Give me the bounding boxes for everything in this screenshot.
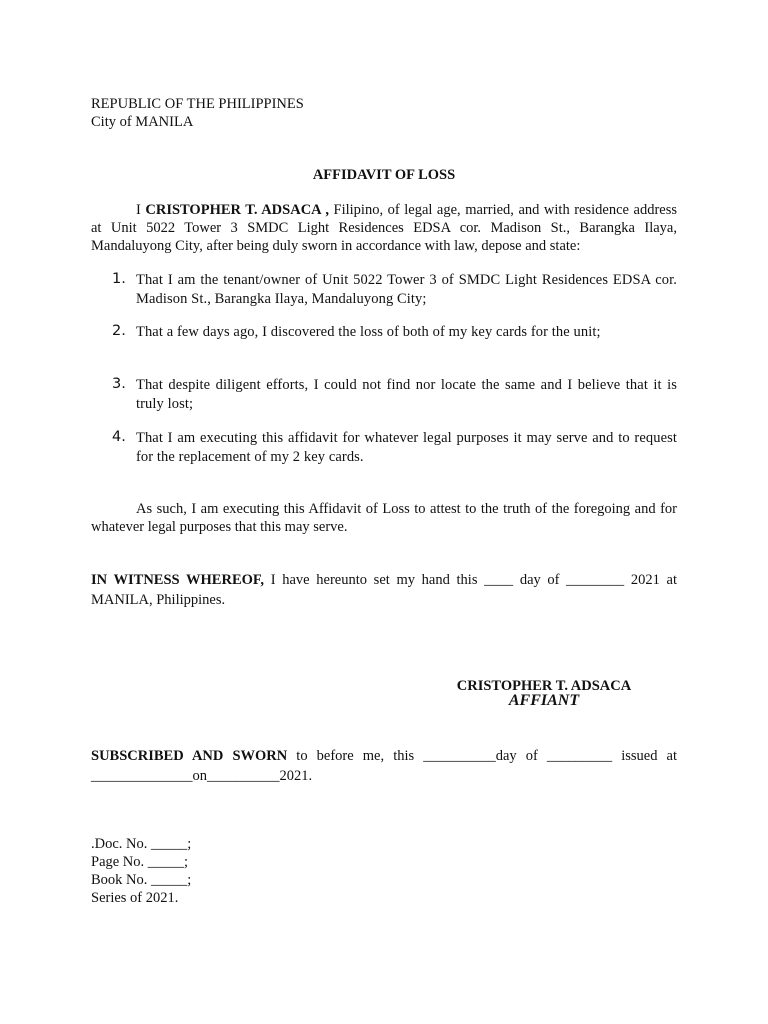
witness-text: I have hereunto set my hand this ____ day of ________ 2021 at MANILA, Philippines. [91,572,677,608]
signatory-role: AFFIANT [508,692,580,709]
jurat-paragraph [91,746,677,786]
series-year: Series of 2021. [91,890,179,906]
jurat-lead: SUBSCRIBED AND SWORN [91,748,288,764]
intro-lead: I [136,202,146,218]
signatory-name: CRISTOPHER T. ADSACA [456,678,632,694]
list-item: That I am executing this affidavit for whatever legal purposes it may serve and to request for the replacement of my 2 key cards. [136,430,677,465]
page-number: Page No. _____; [91,854,189,870]
item-number: 3. [112,376,126,392]
witness-paragraph [91,570,677,610]
intro-paragraph [91,201,677,255]
list-item: That I am the tenant/owner of Unit 5022 Tower 3 of SMDC Light Residences EDSA cor. Madison St., Barangka Ilaya, Mandaluyong City; [136,272,677,307]
list-item: That a few days ago, I discovered the loss of both of my key cards for the unit; [136,324,601,340]
jurat-text: to before me, this __________day of _________ issued at ______________on__________2021. [91,748,678,784]
city-heading: City of MANILA [91,114,194,130]
intro-text: Filipino, of legal age, married, and with residence address at Unit 5022 Tower 3 SMDC Light Residences EDSA cor. Madison St., Barangka Ilaya, Mandaluyong City, after being duly sworn in accordance with law, depose and state: [91,202,677,254]
affiant-name: CRISTOPHER T. ADSACA , [145,202,329,218]
list-item: That despite diligent efforts, I could not find nor locate the same and I believe that it is truly lost; [136,377,677,412]
republic-heading: REPUBLIC OF THE PHILIPPINES [91,96,304,112]
item-number: 2. [112,323,126,339]
document-title: AFFIDAVIT OF LOSS [312,167,456,183]
conclusion-paragraph: As such, I am executing this Affidavit of Loss to attest to the truth of the foregoing and for whatever legal purposes that this may serve. [91,501,677,535]
witness-lead: IN WITNESS WHEREOF, [91,572,265,588]
item-number: 4. [112,429,126,445]
book-number: Book No. _____; [91,872,192,888]
item-number: 1. [112,271,126,287]
doc-number: .Doc. No. _____; [91,836,192,852]
